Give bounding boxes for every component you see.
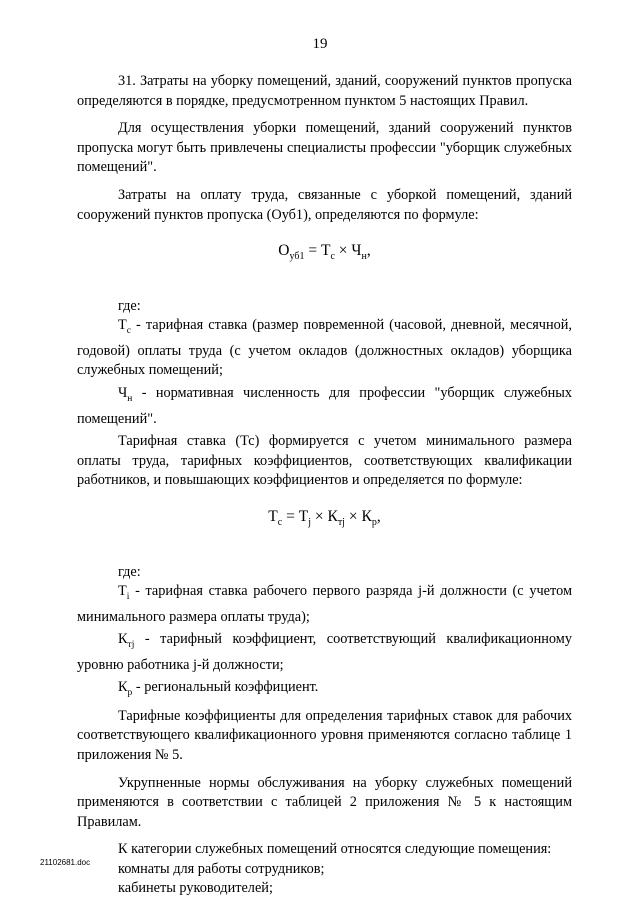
formula1-end: , [366,242,371,260]
def-text: - тарифный коэффициент, соответствующий квалификационному уровню работника j-й должности; [77,631,572,673]
document-body [77,72,572,899]
definition-chn [77,384,572,429]
def-symbol: К [118,679,128,696]
def-symbol-sub: с [126,326,131,337]
def-symbol: К [118,631,128,648]
formula2-c-sub: р [371,517,377,528]
paragraph-31: 31. Затраты на уборку помещений, зданий, сооружений пунктов пропуска определяются в порядке, предусмотренном пунктом 5 настоящих Правил. [77,73,572,109]
page-number: 19 [312,36,328,52]
definition-ktj [77,630,572,675]
formula2-a: Т [298,507,309,525]
paragraph-categories: К категории служебных помещений относятся следующие помещения: [118,841,552,858]
def-symbol: Т [118,317,127,334]
paragraph-coefficients: Тарифные коэффициенты для определения тарифных ставок для рабочих соответствующего квалификационного уровня применяются согласно таблице 1 приложения № 5. [77,707,572,763]
where-label-2: где: [118,563,141,580]
list-item: комнаты для работы сотрудников; [118,860,325,877]
def-symbol-sub: тj [127,640,135,651]
def-symbol-sub: i [126,592,130,603]
formula1-t-sub: с [330,251,335,263]
formula1-eq: = [304,242,321,260]
def-text: - тарифная ставка (размер повременной (часовой, дневной, месячной, годовой) оплаты труда (с учетом окладов (должностных окладов) уборщика служебных помещений; [77,317,572,379]
formula1-t: Т [320,242,331,260]
definition-kr [77,678,572,703]
paragraph-specialists: Для осуществления уборки помещений, зданий сооружений пунктов пропуска могут быть привлечены специалисты профессии "уборщик служебных помещений". [77,120,572,176]
def-text: - региональный коэффициент. [132,679,319,696]
formula1-ch-sub: н [361,251,367,263]
def-text: - нормативная численность для профессии "уборщик служебных помещений". [77,385,572,427]
def-text: - тарифная ставка рабочего первого разряда j-й должности (с учетом минимального размера оплаты труда); [77,583,572,625]
formula-cleaning-costs [77,241,572,267]
formula2-lhs-sub: с [277,517,283,528]
paragraph-norms: Укрупненные нормы обслуживания на уборку служебных помещений применяются в соответствии с таблицей 2 приложения № 5 к настоящим Правилам. [77,774,572,830]
paragraph-costs: Затраты на оплату труда, связанные с уборкой помещений, зданий сооружений пунктов пропуска (Оуб1), определяются по формуле: [77,186,572,223]
definition-ti [77,582,572,627]
formula2-lhs: Т [268,507,278,525]
formula2-a-sub: j [308,517,311,528]
list-item: кабинеты руководителей; [118,880,273,897]
formula-tariff-rate [77,507,572,533]
def-symbol: Ч [118,385,128,402]
formula2-times1: × [310,507,328,525]
formula2-eq: = [282,507,299,525]
formula2-times2: × [344,507,362,525]
formula2-b-sub: тj [337,517,345,528]
formula1-ch: Ч [351,242,362,260]
def-symbol: Т [118,583,127,600]
formula1-lhs: О [278,242,290,260]
def-symbol-sub: н [127,393,133,404]
where-label-1: где: [118,297,141,314]
formula2-b: К [327,507,338,525]
formula2-end: , [376,507,381,525]
paragraph-rate: Тарифная ставка (Тс) формируется с учетом минимального размера оплаты труда, тарифных коэффициентов, соответствующих квалификации работников, и повышающих коэффициентов и определяется по формуле: [77,433,572,489]
definition-tc [77,316,572,381]
formula1-lhs-sub: уб1 [289,251,305,263]
formula1-times: × [334,242,352,260]
def-symbol-sub: р [127,688,133,699]
formula2-c: К [361,507,372,525]
document-footer: 21102681.doc [40,858,91,867]
